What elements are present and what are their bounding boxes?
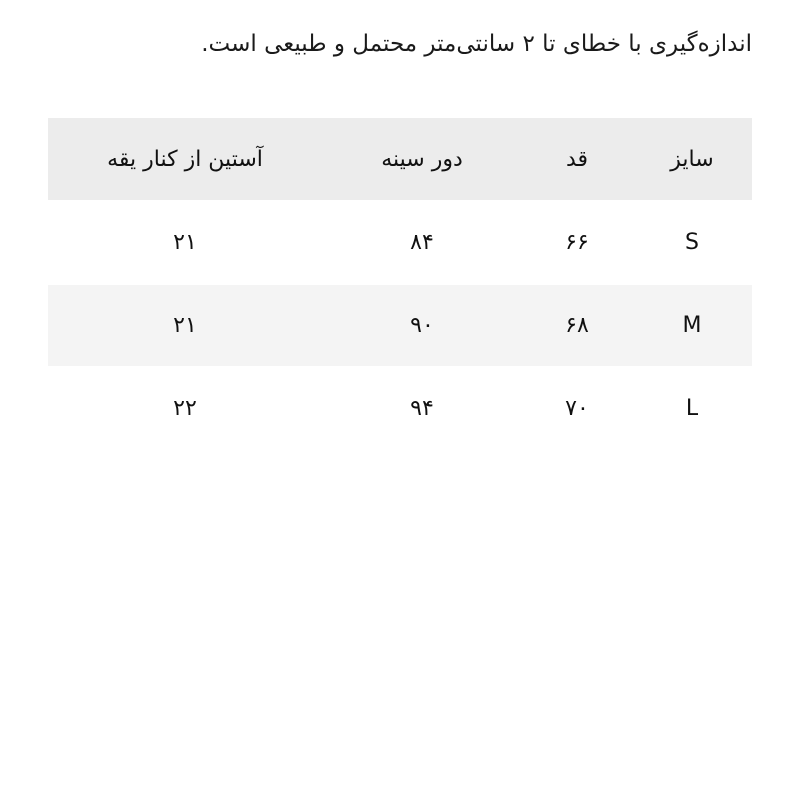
cell-size: S	[685, 230, 699, 255]
table-row	[48, 366, 752, 451]
header-size: سایز	[670, 146, 714, 172]
cell-sleeve: ۲۱	[173, 230, 197, 255]
cell-size: M	[682, 313, 702, 338]
cell-sleeve: ۲۱	[173, 313, 197, 338]
cell-height: ۷۰	[565, 396, 589, 421]
cell-height: ۶۶	[565, 230, 589, 255]
header-sleeve: آستین از کنار یقه	[107, 146, 263, 172]
header-height: قد	[565, 146, 589, 172]
table-row	[48, 285, 752, 366]
cell-sleeve: ۲۲	[173, 396, 197, 421]
size-chart-table	[48, 118, 752, 451]
cell-chest: ۹۴	[410, 396, 434, 421]
cell-chest: ۹۰	[410, 313, 434, 338]
table-row	[48, 200, 752, 285]
cell-height: ۶۸	[565, 313, 589, 338]
header-chest: دور سینه	[381, 146, 463, 172]
table-header-row	[48, 118, 752, 200]
measurement-tolerance-note: اندازه‌گیری با خطای تا ۲ سانتی‌متر محتمل و طبیعی است.	[201, 31, 752, 57]
cell-chest: ۸۴	[410, 230, 434, 255]
cell-size: L	[685, 396, 699, 421]
